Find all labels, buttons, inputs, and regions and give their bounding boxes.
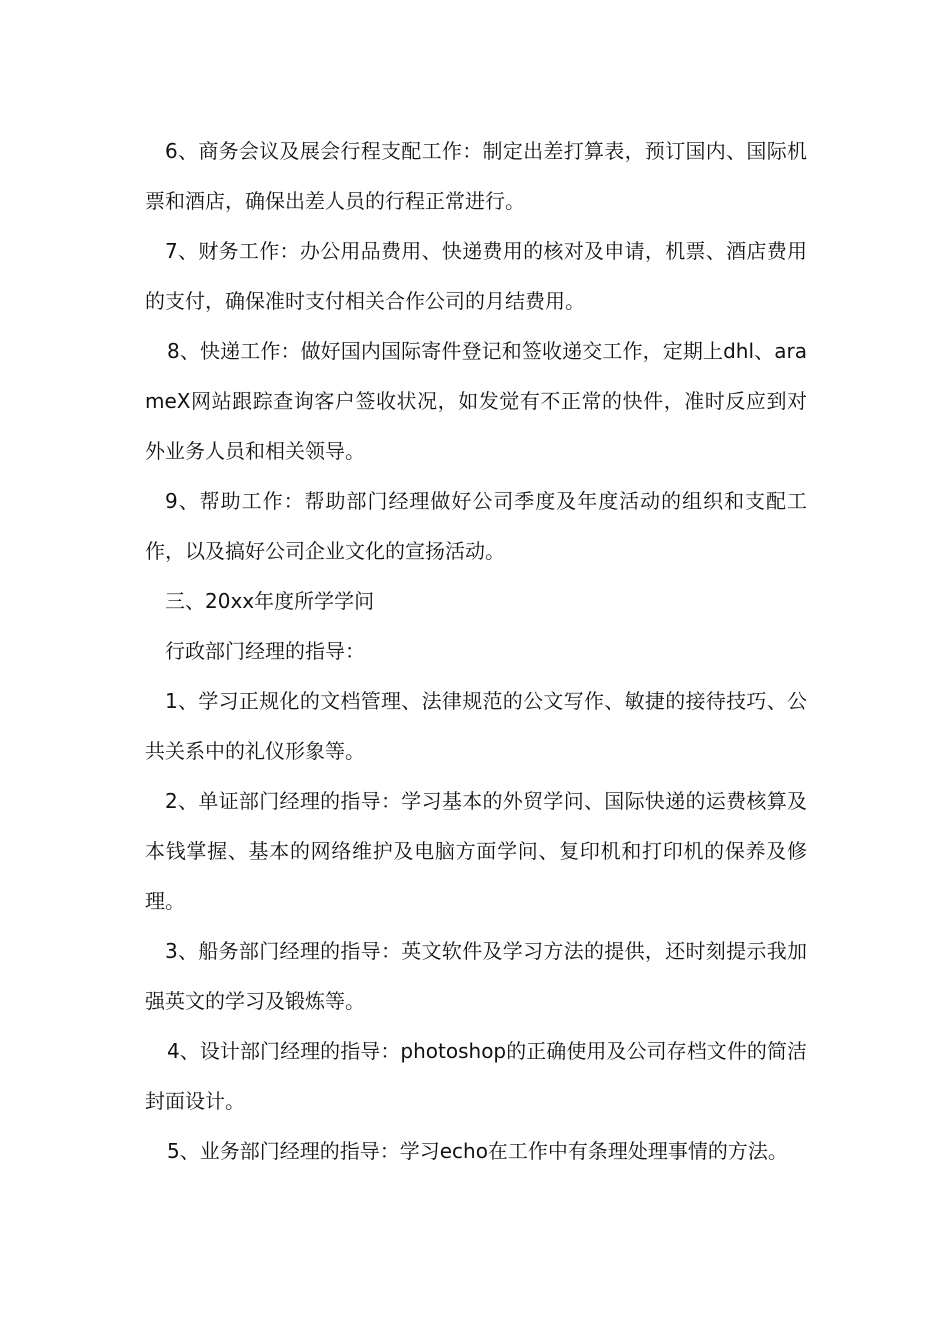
document-body	[145, 126, 807, 1176]
paragraph-1-document-management: 1、学习正规化的文档管理、法律规范的公文写作、敏捷的接待技巧、公共关系中的礼仪形象等。	[145, 689, 807, 763]
paragraph-5-business-guidance: 5、业务部门经理的指导：学习echo在工作中有条理处理事情的方法。	[167, 1139, 788, 1163]
paragraph-7-finance: 7、财务工作：办公用品费用、快递费用的核对及申请，机票、酒店费用的支付，确保准时支付相关合作公司的月结费用。	[145, 239, 807, 313]
paragraph-6-business-travel: 6、商务会议及展会行程支配工作：制定出差打算表，预订国内、国际机票和酒店，确保出差人员的行程正常进行。	[145, 139, 807, 213]
section-heading-annual-learning: 三、20xx年度所学学问	[165, 589, 375, 613]
paragraph-9-assistance: 9、帮助工作：帮助部门经理做好公司季度及年度活动的组织和支配工作，以及搞好公司企业文化的宣扬活动。	[145, 489, 807, 563]
paragraph-8-express: 8、快递工作：做好国内国际寄件登记和签收递交工作，定期上dhl、arameX网站跟踪查询客户签收状况，如发觉有不正常的快件，准时反应到对外业务人员和相关领导。	[145, 339, 807, 463]
paragraph-3-shipping-guidance: 3、船务部门经理的指导：英文软件及学习方法的提供，还时刻提示我加强英文的学习及锻炼等。	[145, 939, 807, 1013]
paragraph-admin-guidance: 行政部门经理的指导：	[165, 639, 365, 663]
paragraph-2-documentation-guidance: 2、单证部门经理的指导：学习基本的外贸学问、国际快递的运费核算及本钱掌握、基本的网络维护及电脑方面学问、复印机和打印机的保养及修理。	[145, 789, 807, 913]
paragraph-4-design-guidance: 4、设计部门经理的指导：photoshop的正确使用及公司存档文件的简洁封面设计。	[145, 1039, 807, 1113]
